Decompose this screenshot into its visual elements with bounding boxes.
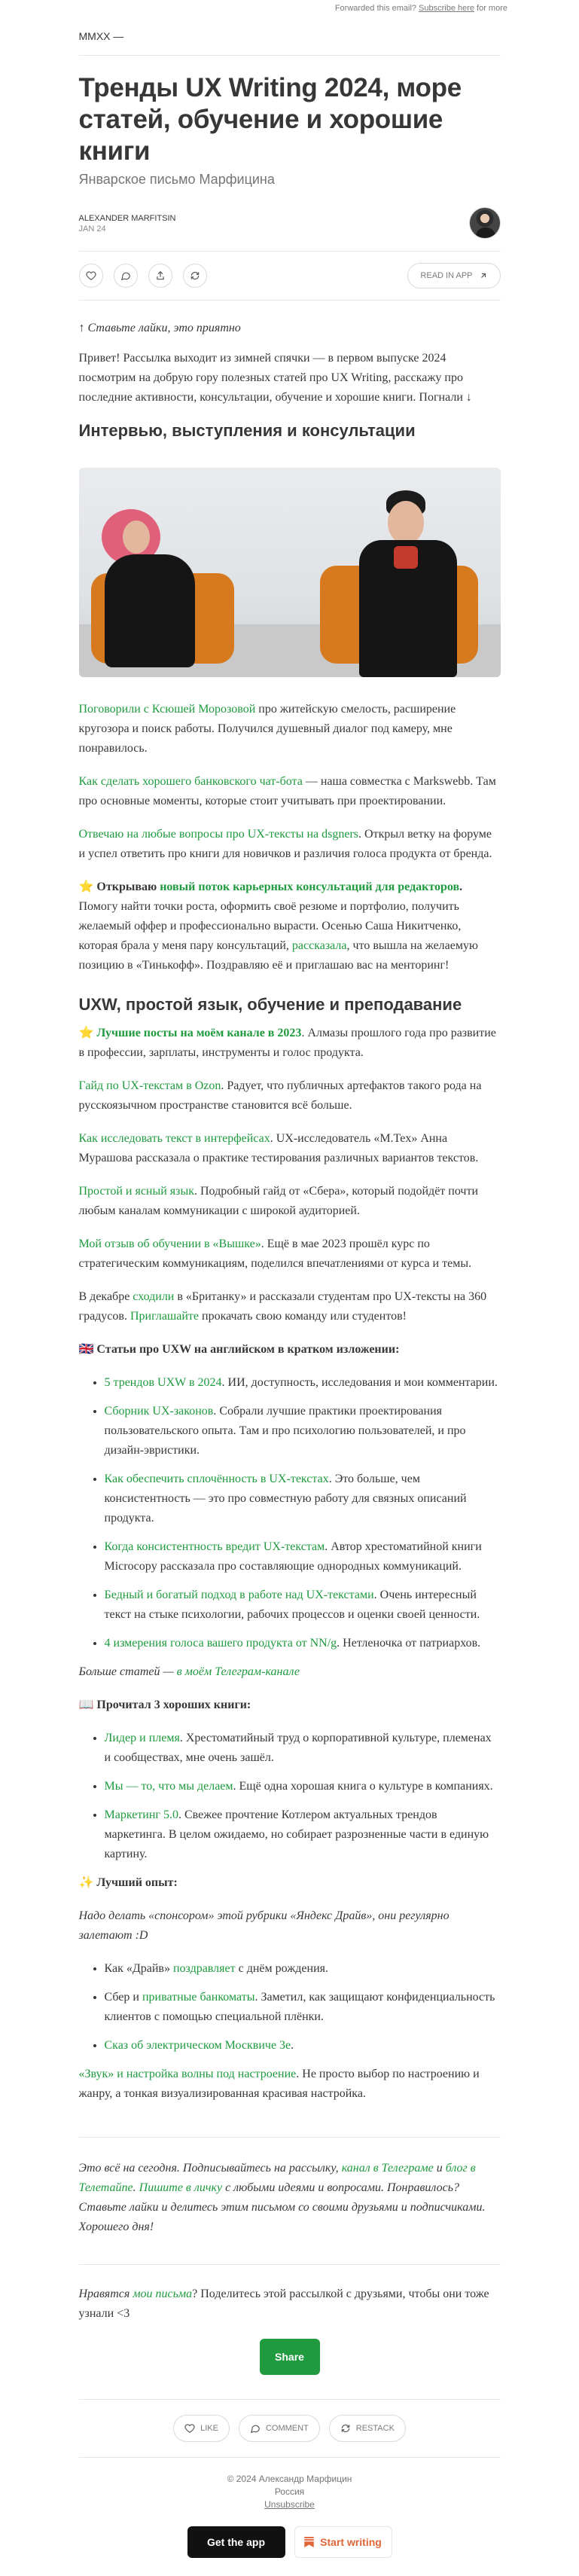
link-research-text[interactable]: Как исследовать текст в интерфейсах: [78, 1132, 270, 1145]
text: Больше статей —: [78, 1665, 177, 1678]
link-experience[interactable]: поздравляет: [172, 1962, 236, 1975]
link-went[interactable]: сходили: [133, 1290, 175, 1303]
text: про житейскую смелость, расширение кругозора и поиск работы. Получился душевный диалог под камеру, мне понравилось.: [78, 703, 456, 755]
text: . Не просто выбор по настроению и жанру, а тонкая визуализированная красивая настройка.: [78, 2068, 480, 2100]
list-item: [105, 1777, 501, 1796]
like-label: LIKE: [200, 2424, 218, 2433]
list-item: [105, 1805, 501, 1864]
list-item: [105, 1470, 501, 1528]
uxw-paragraph-4: [79, 1182, 501, 1221]
uxw-paragraph-1: [79, 1024, 501, 1063]
outro-paragraph: [79, 2159, 501, 2237]
link-my-letters[interactable]: мои письма: [133, 2288, 193, 2300]
text: в «Британку» и рассказали студентам про UX-тексты на 360 градусов.: [78, 1290, 487, 1323]
zvuk-paragraph: [79, 2065, 501, 2104]
email-container: [79, 17, 501, 2576]
list-item: [105, 1959, 501, 1979]
text: Это всё на сегодня. Подписывайтесь на рассылку,: [78, 2162, 342, 2175]
text: . Очень интересный текст на стыке психологии, рабочих процессов и оценки своей ценности.: [104, 1589, 480, 1621]
text: . Нетленочка от патриархов.: [337, 1637, 481, 1650]
link-morozova[interactable]: Поговорили с Ксюшей Морозовой: [78, 703, 256, 716]
interview-paragraph-3: [79, 825, 501, 864]
text: В декабре: [78, 1290, 133, 1303]
list-item: [105, 1586, 501, 1625]
uxw-paragraph-6: [79, 1287, 501, 1326]
list-item: [105, 1537, 501, 1576]
share-icon[interactable]: [148, 264, 172, 288]
restack-icon[interactable]: [183, 264, 207, 288]
bold-text: .: [459, 881, 463, 893]
link-teletype-blog[interactable]: блог в Телетайпе: [78, 2162, 476, 2194]
interview-paragraph-2: [79, 772, 501, 811]
list-item: [105, 1729, 501, 1768]
forward-bar: [0, 0, 579, 17]
link-article[interactable]: Сборник UX-законов: [104, 1405, 214, 1418]
text: и: [433, 2162, 446, 2175]
best-experience-note: Надо делать «спонсором» этой рубрики «Яндекс Драйв», они регулярно залетают :D: [78, 1909, 449, 1942]
link-experience[interactable]: Сказ об электрическом Москвиче 3е: [104, 2039, 291, 2052]
author-avatar[interactable]: [469, 207, 501, 239]
heart-icon: [184, 2423, 195, 2434]
link-article[interactable]: Как обеспечить сплочённость в UX-текстах: [104, 1473, 329, 1485]
link-best-posts[interactable]: Лучшие посты на моём канале в 2023: [96, 1027, 302, 1039]
text: . Алмазы прошлого года про развитие в профессии, зарплаты, инструменты и голос продукта.: [78, 1027, 496, 1059]
restack-button[interactable]: [329, 2415, 406, 2442]
text: Сбер и: [104, 1991, 142, 2004]
text: . Хрестоматийный труд о корпоративной культуре, племенах и сообществах, мне очень зашёл.: [104, 1732, 492, 1764]
substack-logo-icon: [304, 2537, 314, 2547]
text: Помогу найти точки роста, оформить своё резюме и портфолио, получить желаемый оффер и профессионально вырасти. Осенью Саша Никитченко, которая брала у меня пару консультаций,: [78, 900, 462, 952]
text: . Подробный гайд от «Сбера», который подойдёт почти любым каналам коммуникации с широкой аудиторией.: [78, 1185, 479, 1217]
share-button[interactable]: Share: [260, 2339, 320, 2375]
link-ozon-guide[interactable]: Гайд по UX-текстам в Ozon: [78, 1079, 221, 1092]
intro-paragraph: Привет! Рассылка выходит из зимней спячки — в первом выпуске 2024 посмотрим на добрую гору полезных статей про UX Writing, расскажу про последние активности, консультации, обучение и хорошие книги. Погнали ↓: [78, 352, 472, 404]
author-name[interactable]: ALEXANDER MARFITSIN: [78, 214, 176, 223]
books-heading: 📖 Прочитал 3 хороших книги:: [78, 1699, 251, 1711]
post-actions-bar: [79, 251, 501, 301]
start-writing-button[interactable]: [294, 2526, 392, 2558]
text: — наша совместка с Markswebb. Там про основные моменты, которые стоит учитывать при проектировании.: [78, 775, 496, 807]
author-row: [79, 206, 501, 240]
publication-name[interactable]: MMXX —: [79, 17, 501, 56]
text: с днём рождения.: [235, 1962, 329, 1975]
start-writing-label: Start writing: [320, 2536, 382, 2548]
text: . Заметил, как защищают конфиденциальность клиентов с помощью специальной плёнки.: [104, 1991, 495, 2023]
read-in-app-label: READ IN APP: [420, 271, 473, 280]
post-subtitle: Январское письмо Марфицина: [78, 172, 275, 187]
link-hse-review[interactable]: Мой отзыв об обучении в «Вышке»: [78, 1238, 261, 1250]
english-articles-list: [79, 1373, 501, 1653]
more-articles: [79, 1662, 501, 1682]
books-list: [79, 1729, 501, 1864]
read-in-app-button[interactable]: [407, 263, 500, 288]
subscribe-link[interactable]: Subscribe here: [419, 4, 475, 13]
list-item: [105, 2036, 501, 2056]
share-question: [79, 2285, 501, 2324]
link-article[interactable]: 5 трендов UXW в 2024: [104, 1376, 222, 1389]
star-icon: ⭐: [78, 881, 94, 893]
country: Россия: [274, 2486, 305, 2497]
uxw-paragraph-5: [79, 1235, 501, 1274]
link-plain-language[interactable]: Простой и ясный язык: [78, 1185, 194, 1198]
section-heading-interviews: Интервью, выступления и консультации: [78, 421, 416, 440]
interview-photo[interactable]: [79, 468, 501, 677]
link-telegram[interactable]: канал в Телеграме: [341, 2162, 434, 2175]
text: Нравятся: [78, 2288, 133, 2300]
likes-note: ↑ Ставьте лайки, это приятно: [78, 322, 241, 334]
link-book[interactable]: Мы — то, что мы делаем: [104, 1780, 233, 1793]
uxw-paragraph-3: [79, 1129, 501, 1168]
restack-label: RESTACK: [355, 2424, 395, 2433]
restack-icon: [340, 2423, 351, 2434]
best-experience-list: [79, 1959, 501, 2056]
link-book[interactable]: Маркетинг 5.0: [104, 1808, 178, 1821]
arrow-up-right-icon: [479, 271, 488, 280]
divider: [79, 2137, 501, 2138]
text: . ИИ, доступность, исследования и мои комментарии.: [221, 1376, 498, 1389]
divider: [79, 2457, 501, 2458]
link-telegram-channel[interactable]: в моём Телеграм-канале: [176, 1665, 300, 1678]
interview-paragraph-1: [79, 700, 501, 758]
link-dsgners[interactable]: Отвечаю на любые вопросы про UX-тексты на dsgners: [78, 828, 359, 841]
link-dm[interactable]: Пишите в личку: [139, 2181, 223, 2194]
text: Как «Драйв»: [104, 1962, 173, 1975]
post-title[interactable]: Тренды UX Writing 2024, море статей, обучение и хорошие книги: [78, 73, 462, 166]
list-item: [105, 1634, 501, 1653]
comment-icon[interactable]: [114, 264, 138, 288]
text: . Ещё одна хорошая книга о культуре в компаниях.: [233, 1780, 493, 1793]
text: с любыми идеями и вопросами. Понравилось? Ставьте лайки и делитесь этим письмом со своими друзьями и подписчиками. Хорошего дня!: [78, 2181, 486, 2233]
link-zvuk[interactable]: «Звук» и настройка волны под настроение: [78, 2068, 297, 2080]
section-heading-uxw: UXW, простой язык, обучение и преподавание: [78, 995, 462, 1014]
text: ? Поделитесь этой рассылкой с друзьями, чтобы они тоже узнали <3: [78, 2288, 489, 2320]
comment-icon: [250, 2423, 261, 2434]
bold-text: Открываю: [96, 881, 160, 893]
star-icon: ⭐: [78, 1027, 94, 1039]
like-icon[interactable]: [79, 264, 103, 288]
text: . Радует, что публичных артефактов такого рода на русскоязычном пространстве становится всё больше.: [78, 1079, 482, 1112]
unsubscribe-link[interactable]: Unsubscribe: [264, 2499, 315, 2510]
text: . Свежее прочтение Котлером актуальных трендов маркетинга. В целом ожидаемо, но собирает разрозненные части в единую картину.: [104, 1808, 489, 1860]
divider: [79, 2399, 501, 2400]
text: .: [291, 2039, 294, 2052]
english-articles-heading: 🇬🇧 Статьи про UXW на английском в кратком изложении:: [78, 1343, 400, 1356]
post-date: JAN 24: [78, 224, 106, 233]
link-book[interactable]: Лидер и племя: [104, 1732, 180, 1744]
text: , что вышла на желаемую позицию в «Тинькофф». Поздравляю её и приглашаю вас на менторинг!: [78, 939, 478, 972]
link-invite[interactable]: Приглашайте: [130, 1310, 199, 1323]
link-chatbot[interactable]: Как сделать хорошего банковского чат-бота: [78, 775, 303, 788]
engagement-bar: [79, 2415, 501, 2442]
text: . Открыл ветку на форуме и успел ответить про книги для новичков и различия голоса продукта от бренда.: [78, 828, 492, 860]
list-item: [105, 1988, 501, 2027]
text: .: [133, 2181, 139, 2194]
app-buttons: [79, 2526, 501, 2576]
best-experience-heading: ✨ Лучший опыт:: [78, 1876, 178, 1889]
comment-label: COMMENT: [265, 2424, 309, 2433]
get-app-button[interactable]: [187, 2526, 285, 2558]
interview-paragraph-4: [79, 877, 501, 975]
forward-text: Forwarded this email?: [334, 4, 417, 13]
text: . Это больше, чем консистентность — это про совместную работу для связных описаний продукта.: [104, 1473, 467, 1525]
uxw-paragraph-2: [79, 1076, 501, 1116]
link-consultations[interactable]: новый поток карьерных консультаций для редакторов: [160, 881, 460, 893]
link-told[interactable]: рассказала: [291, 939, 347, 952]
list-item: [105, 1402, 501, 1460]
link-experience[interactable]: приватные банкоматы: [142, 1991, 255, 2004]
get-app-label: Get the app: [206, 2536, 265, 2548]
text: прокачать свою команду или студентов!: [199, 1310, 407, 1323]
text: . UX-исследователь «M.Tex» Анна Мурашова рассказала о практике тестирования различных вариантов текстов.: [78, 1132, 479, 1164]
footer: [79, 2473, 501, 2511]
link-article[interactable]: Когда консистентность вредит UX-текстам: [104, 1540, 325, 1553]
text: . Ещё в мае 2023 прошёл курс по стратегическим коммуникациям, поделился впечатлениями от курса и темы.: [78, 1238, 472, 1270]
comment-button[interactable]: [239, 2415, 320, 2442]
link-article[interactable]: Бедный и богатый подход в работе над UX-текстами: [104, 1589, 374, 1601]
like-button[interactable]: [173, 2415, 230, 2442]
text: . Автор хрестоматийной книги Microcopy рассказала про составляющие однородных коммуникаций.: [104, 1540, 482, 1573]
list-item: [105, 1373, 501, 1393]
link-article[interactable]: 4 измерения голоса вашего продукта от NN/g: [104, 1637, 337, 1650]
copyright: © 2024 Александр Марфицин: [227, 2474, 352, 2484]
text: . Собрали лучшие практики проектирования пользовательского опыта. Там и про психологию пользователей, и про дизайн-эвристики.: [104, 1405, 466, 1457]
forward-text-end: for more: [477, 4, 507, 13]
divider: [79, 2264, 501, 2265]
